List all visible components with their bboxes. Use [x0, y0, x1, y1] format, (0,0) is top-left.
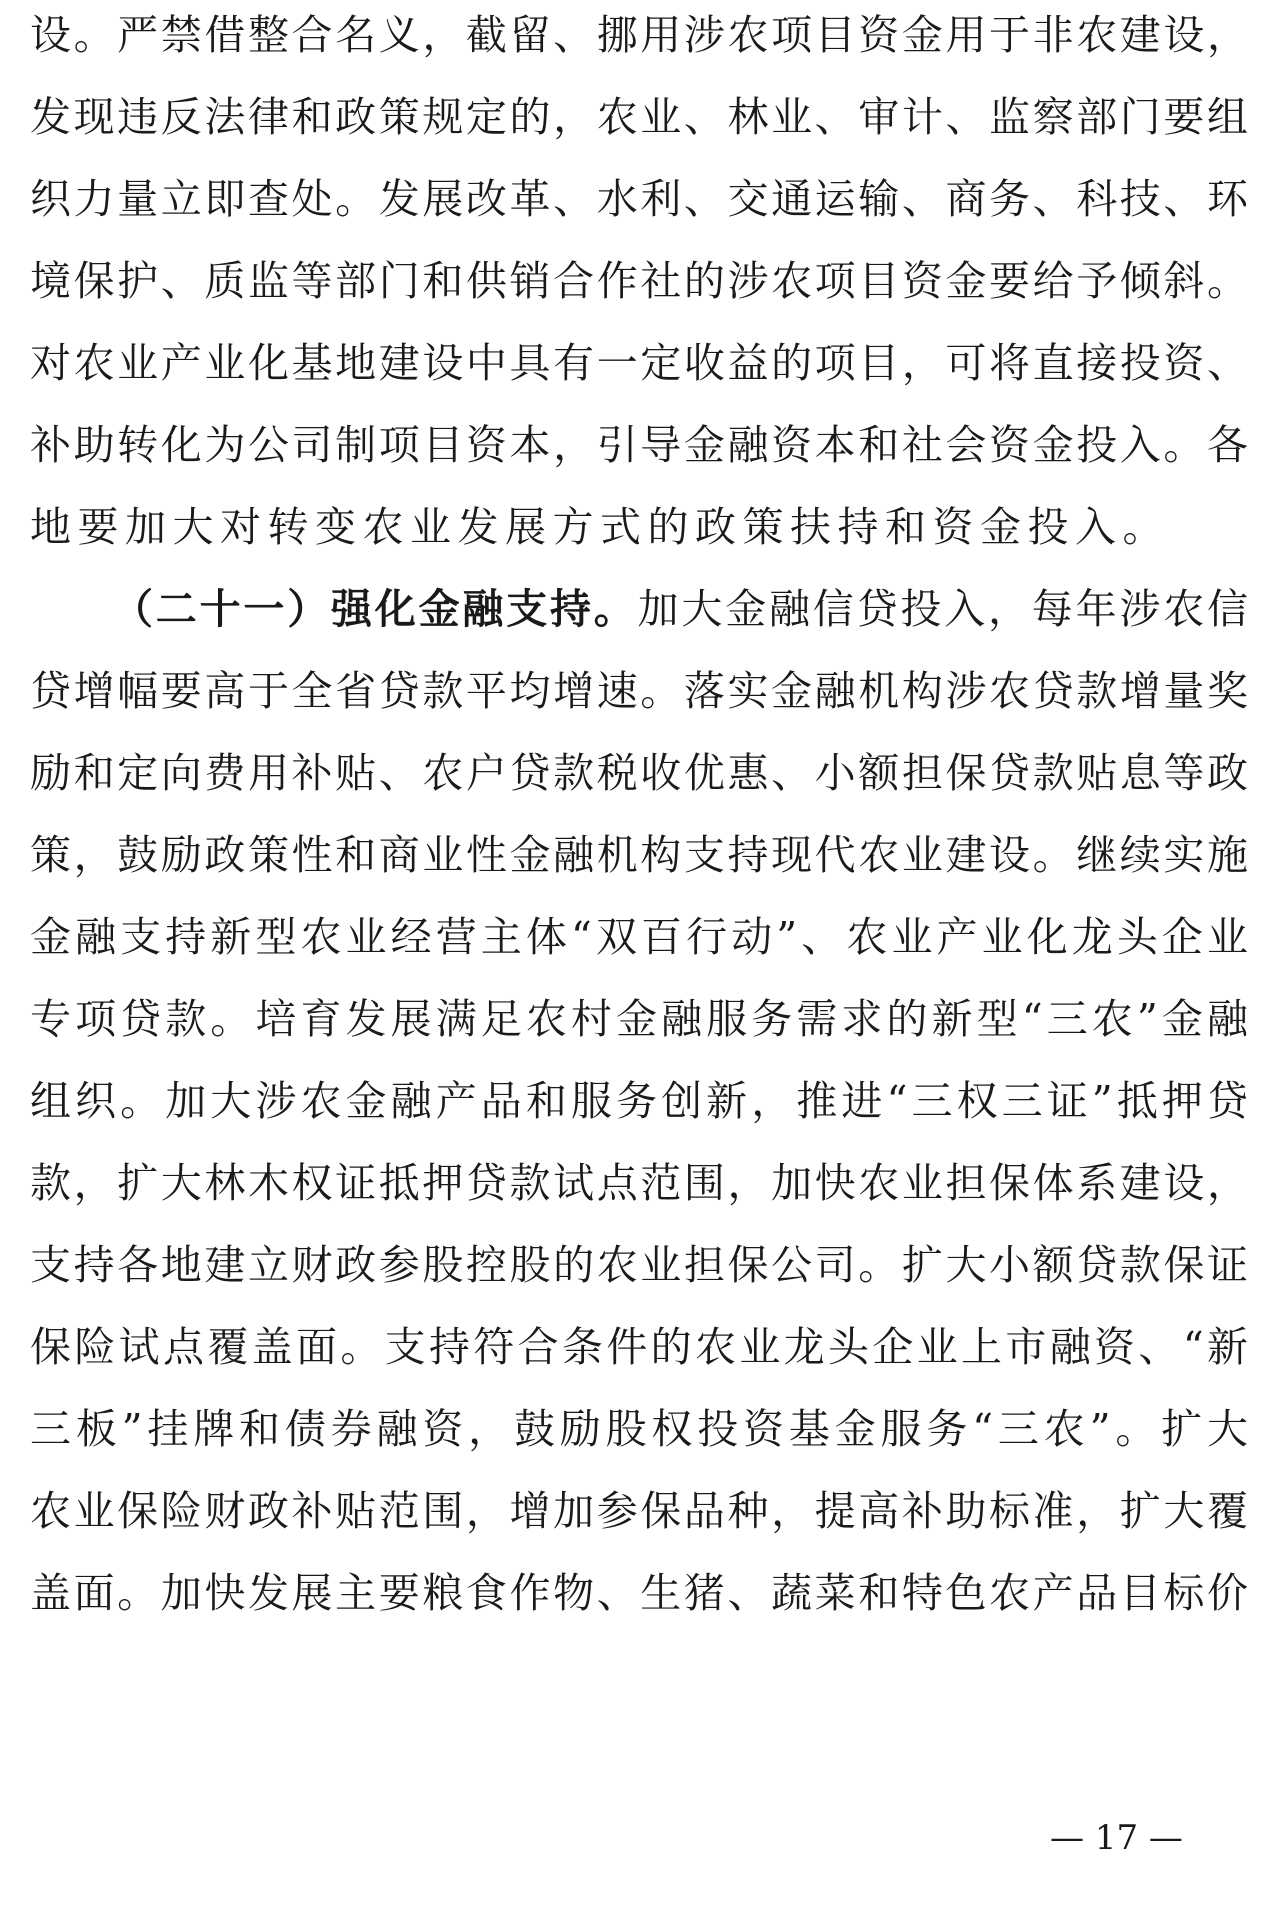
body-text-line: 款，扩大林木权证抵押贷款试点范围，加快农业担保体系建设，: [30, 1159, 1248, 1207]
page-number: — 17 —: [1050, 1818, 1183, 1858]
body-text-line: 专项贷款。培育发展满足农村金融服务需求的新型“三农”金融: [30, 995, 1248, 1043]
body-text-line: 对农业产业化基地建设中具有一定收益的项目，可将直接投资、: [30, 339, 1248, 387]
body-text-line: 三板”挂牌和债券融资，鼓励股权投资基金服务“三农”。扩大: [30, 1405, 1248, 1453]
body-text-line: 保险试点覆盖面。支持符合条件的农业龙头企业上市融资、“新: [30, 1323, 1248, 1371]
body-text-line: 农业保险财政补贴范围，增加参保品种，提高补助标准，扩大覆: [30, 1487, 1248, 1535]
body-text-line: 金融支持新型农业经营主体“双百行动”、农业产业化龙头企业: [30, 913, 1248, 961]
body-text-line: 策，鼓励政策性和商业性金融机构支持现代农业建设。继续实施: [30, 831, 1248, 879]
section-heading: （二十一）强化金融支持。: [112, 585, 638, 633]
body-text-line: 励和定向费用补贴、农户贷款税收优惠、小额担保贷款贴息等政: [30, 749, 1248, 797]
body-text-line: 设。严禁借整合名义，截留、挪用涉农项目资金用于非农建设，: [30, 11, 1248, 59]
body-text-line: 织力量立即查处。发展改革、水利、交通运输、商务、科技、环: [30, 175, 1248, 223]
body-text-span: 加大金融信贷投入，每年涉农信: [637, 585, 1248, 633]
body-text-line: 支持各地建立财政参股控股的农业担保公司。扩大小额贷款保证: [30, 1241, 1248, 1289]
body-text-line: 盖面。加快发展主要粮食作物、生猪、蔬菜和特色农产品目标价: [30, 1569, 1248, 1617]
paragraph-first-line: [112, 584, 1248, 634]
body-text-line: 境保护、质监等部门和供销合作社的涉农项目资金要给予倾斜。: [30, 257, 1248, 305]
body-text-line: 补助转化为公司制项目资本，引导金融资本和社会资金投入。各: [30, 421, 1248, 469]
body-text-line: 组织。加大涉农金融产品和服务创新，推进“三权三证”抵押贷: [30, 1077, 1248, 1125]
body-text-line: 地要加大对转变农业发展方式的政策扶持和资金投入。: [30, 503, 1170, 551]
body-text-line: 发现违反法律和政策规定的，农业、林业、审计、监察部门要组: [30, 93, 1248, 141]
body-text-line: 贷增幅要高于全省贷款平均增速。落实金融机构涉农贷款增量奖: [30, 667, 1248, 715]
